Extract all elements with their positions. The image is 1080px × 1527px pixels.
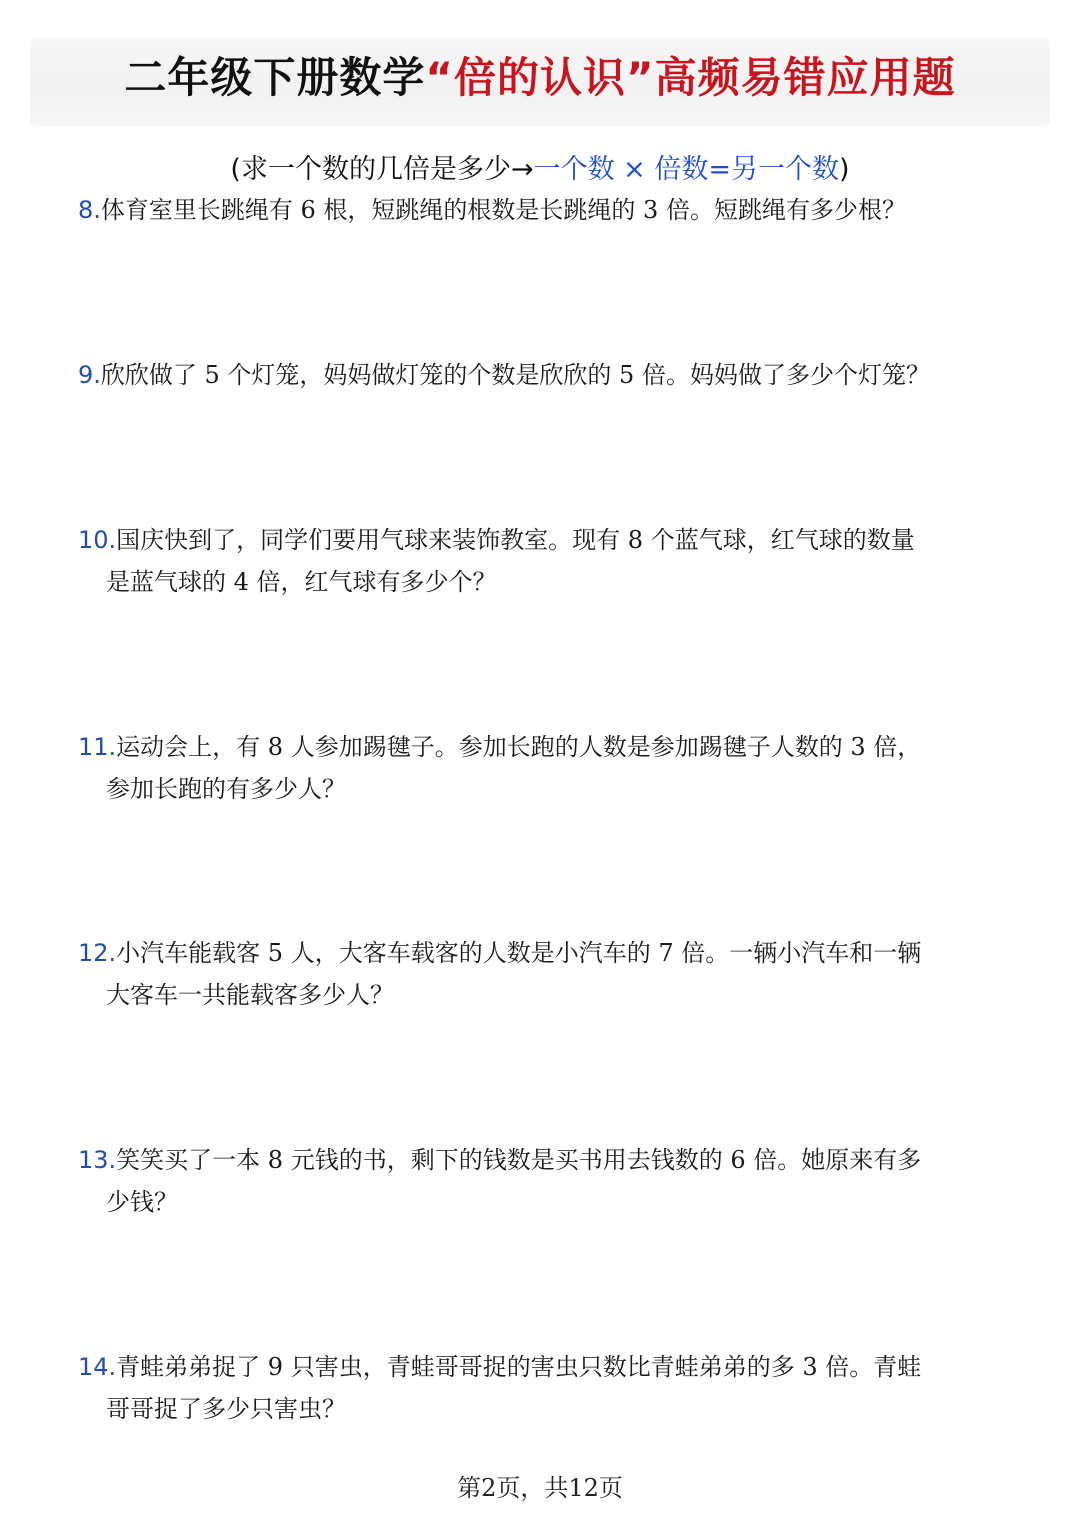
question-number: 10. [78,526,117,554]
question-14 [78,1346,1008,1430]
question-text-line1: 笑笑买了一本 8 元钱的书，剩下的钱数是买书用去钱数的 6 倍。她原来有多 [116,1146,922,1174]
subtitle [0,150,1080,190]
question-number: 14. [78,1353,117,1381]
question-8 [78,189,1008,231]
question-text-line2: 哥哥捉了多少只害虫？ [106,1395,346,1423]
question-text-line1: 国庆快到了，同学们要用气球来装饰教室。现有 8 个蓝气球，红气球的数量 [116,526,915,554]
question-text-line1: 小汽车能载客 5 人，大客车载客的人数是小汽车的 7 倍。一辆小汽车和一辆 [116,939,922,967]
question-text-line2: 大客车一共能载客多少人？ [106,981,394,1009]
question-10 [78,519,1008,603]
question-number: 13. [78,1146,117,1174]
subtitle-formula: 一个数 × 倍数=另一个数 [533,154,840,185]
title-part-type: 高频易错应用题 [654,53,956,102]
subtitle-close: ) [839,154,850,185]
question-text-line2: 少钱？ [106,1188,178,1216]
subtitle-open: (求一个数的几倍是多少→ [230,154,534,185]
question-13 [78,1139,1008,1223]
question-12 [78,932,1008,1016]
question-9 [78,354,1008,396]
question-text-line1: 运动会上，有 8 人参加踢毽子。参加长跑的人数是参加踢毽子人数的 3 倍， [116,733,922,761]
question-text-line1: 欣欣做了 5 个灯笼，妈妈做灯笼的个数是欣欣的 5 倍。妈妈做了多少个灯笼？ [100,361,930,389]
question-11 [78,726,1008,810]
question-text-line1: 体育室里长跳绳有 6 根，短跳绳的根数是长跳绳的 3 倍。短跳绳有多少根？ [100,196,906,224]
title-part-grade: 二年级下册数学 [124,53,426,102]
question-number: 12. [78,939,117,967]
question-number: 11. [78,733,117,761]
question-number: 9. [78,361,101,389]
page-title [0,48,1080,108]
page-footer: 第2页，共12页 [457,1474,623,1502]
question-text-line1: 青蛙弟弟捉了 9 只害虫，青蛙哥哥捉的害虫只数比青蛙弟弟的多 3 倍。青蛙 [116,1353,922,1381]
title-part-topic: “倍的认识” [425,53,655,102]
question-number: 8. [78,196,101,224]
question-text-line2: 是蓝气球的 4 倍，红气球有多少个？ [106,568,497,596]
question-text-line2: 参加长跑的有多少人？ [106,775,346,803]
